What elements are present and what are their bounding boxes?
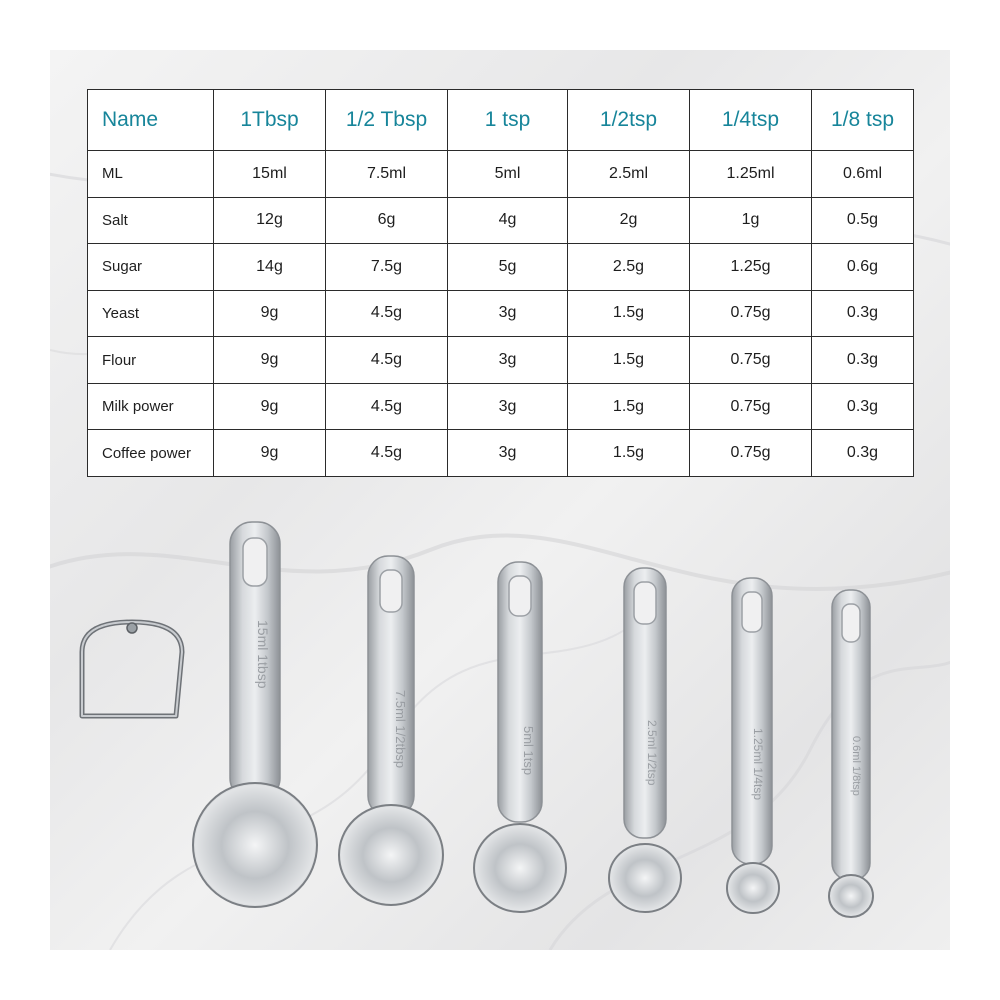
engraving-eighth-tsp: 0.6ml 1/8tsp (850, 736, 862, 796)
table-cell: 14g (214, 244, 326, 291)
table-cell: 0.3g (812, 337, 914, 384)
table-cell: 3g (448, 337, 568, 384)
table-cell: 1.5g (568, 430, 690, 477)
table-cell: 0.75g (690, 383, 812, 430)
table-cell: 2.5g (568, 244, 690, 291)
row-label: ML (88, 151, 214, 198)
engraving-half-tbsp: 7.5ml 1/2tbsp (393, 690, 408, 769)
table-cell: 0.75g (690, 290, 812, 337)
spoon-half-tsp (609, 568, 681, 912)
table-cell: 4g (448, 197, 568, 244)
table-header-row (88, 90, 914, 151)
header-half-tbsp: 1/2 Tbsp (326, 90, 448, 151)
table-cell: 5g (448, 244, 568, 291)
table-cell: 3g (448, 290, 568, 337)
table-cell: 0.75g (690, 430, 812, 477)
table-row (88, 197, 914, 244)
engraving-1tsp: 5ml 1tsp (521, 726, 536, 776)
spoon-eighth-tsp (829, 590, 873, 917)
table-cell: 6g (326, 197, 448, 244)
table-cell: 4.5g (326, 290, 448, 337)
spoon-1tbsp (193, 522, 317, 907)
table-cell: 9g (214, 337, 326, 384)
spoon-1tsp (474, 562, 566, 912)
table-row (88, 337, 914, 384)
table-cell: 1g (690, 197, 812, 244)
table-cell: 1.25ml (690, 151, 812, 198)
table-cell: 0.75g (690, 337, 812, 384)
header-name: Name (88, 90, 214, 151)
table-cell: 12g (214, 197, 326, 244)
table-cell: 7.5g (326, 244, 448, 291)
table-row (88, 383, 914, 430)
table-cell: 2.5ml (568, 151, 690, 198)
table-cell: 1.25g (690, 244, 812, 291)
table-cell: 2g (568, 197, 690, 244)
table-cell: 0.3g (812, 383, 914, 430)
table-cell: 0.3g (812, 430, 914, 477)
row-label: Milk power (88, 383, 214, 430)
table-cell: 4.5g (326, 337, 448, 384)
table-row (88, 244, 914, 291)
table-cell: 1.5g (568, 383, 690, 430)
table-cell: 3g (448, 430, 568, 477)
table-cell: 9g (214, 383, 326, 430)
header-1tsp: 1 tsp (448, 90, 568, 151)
table-cell: 15ml (214, 151, 326, 198)
table-row (88, 430, 914, 477)
row-label: Yeast (88, 290, 214, 337)
table-cell: 7.5ml (326, 151, 448, 198)
table-cell: 4.5g (326, 383, 448, 430)
row-label: Salt (88, 197, 214, 244)
table-cell: 9g (214, 430, 326, 477)
table-cell: 1.5g (568, 337, 690, 384)
engraving-quarter-tsp: 1.25ml 1/4tsp (751, 728, 765, 801)
header-eighth-tsp: 1/8 tsp (812, 90, 914, 151)
spoon-quarter-tsp (727, 578, 779, 913)
engraving-1tbsp: 15ml 1tbsp (255, 620, 271, 689)
table-cell: 3g (448, 383, 568, 430)
header-1tbsp: 1Tbsp (214, 90, 326, 151)
conversion-table (87, 89, 914, 477)
table-cell: 5ml (448, 151, 568, 198)
row-label: Coffee power (88, 430, 214, 477)
row-label: Flour (88, 337, 214, 384)
table-cell: 0.5g (812, 197, 914, 244)
table-row (88, 151, 914, 198)
table-cell: 0.6ml (812, 151, 914, 198)
table-cell: 0.3g (812, 290, 914, 337)
table-cell: 9g (214, 290, 326, 337)
table-cell: 0.6g (812, 244, 914, 291)
table-row (88, 290, 914, 337)
ring-icon (82, 622, 182, 716)
table-cell: 4.5g (326, 430, 448, 477)
engraving-half-tsp: 2.5ml 1/2tsp (645, 720, 659, 786)
spoon-set-photo (50, 490, 950, 950)
header-half-tsp: 1/2tsp (568, 90, 690, 151)
table-cell: 1.5g (568, 290, 690, 337)
header-quarter-tsp: 1/4tsp (690, 90, 812, 151)
row-label: Sugar (88, 244, 214, 291)
spoon-half-tbsp (339, 556, 443, 905)
